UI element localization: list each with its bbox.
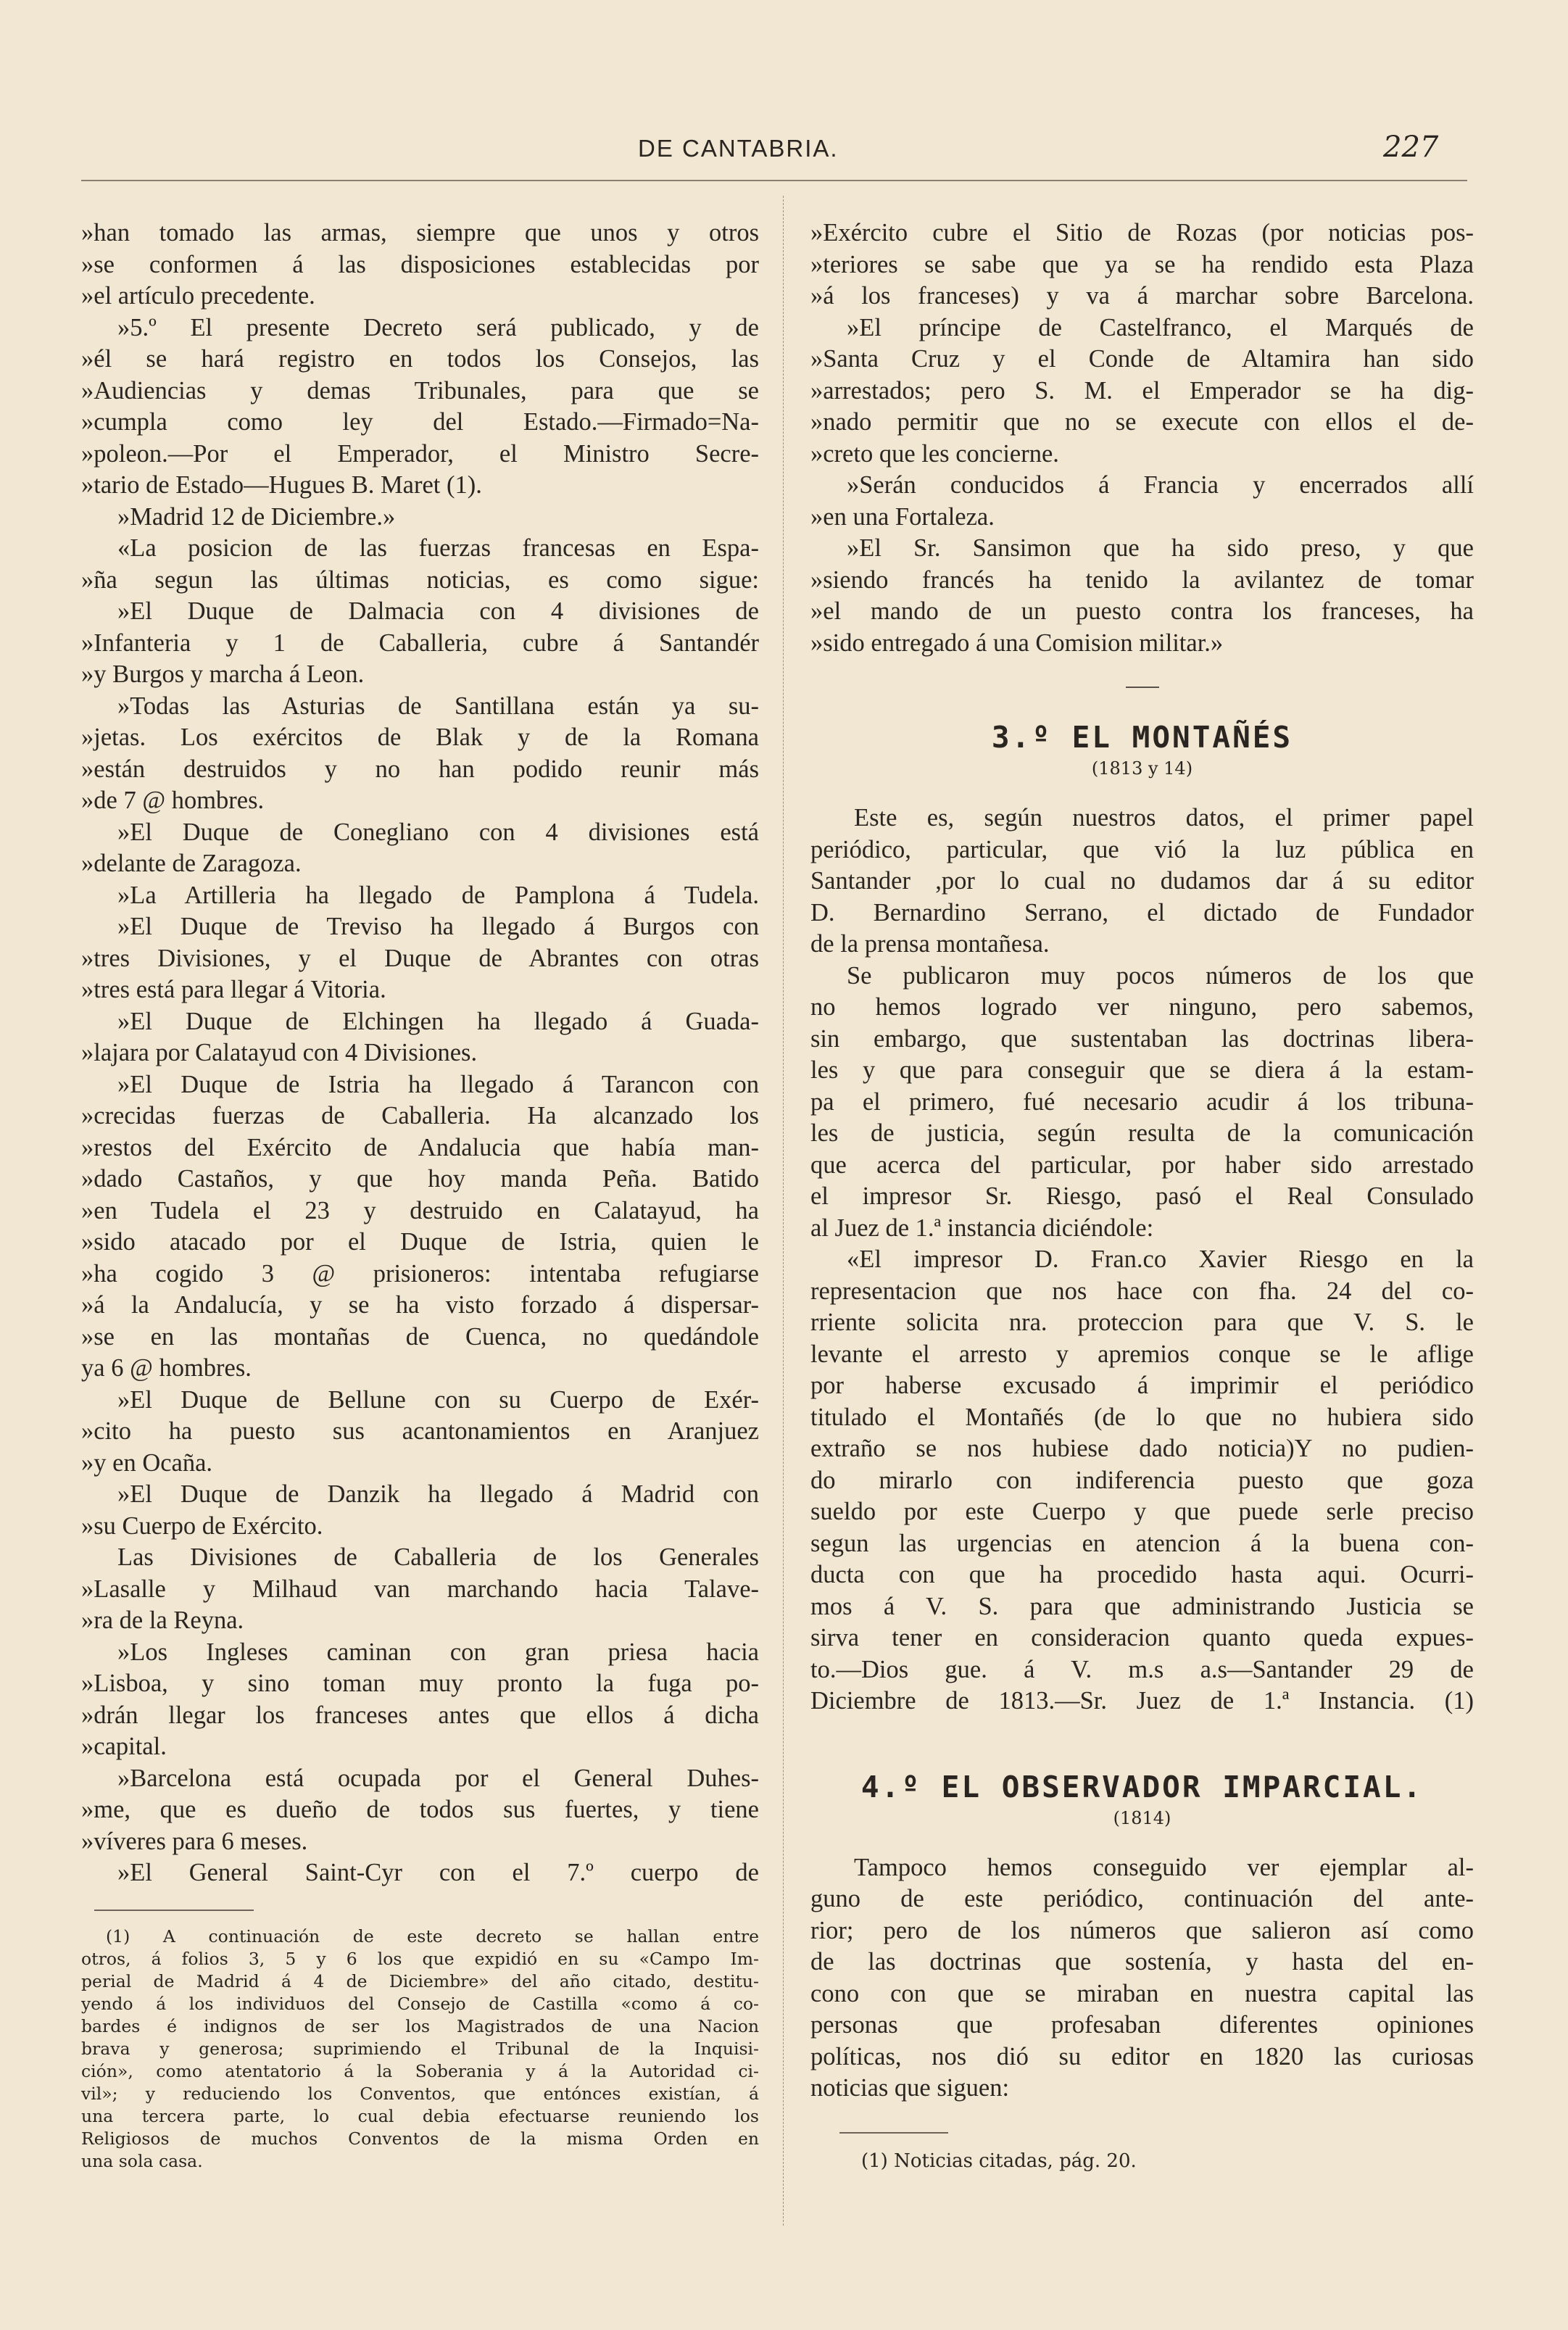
text-line: sin embargo, que sustentaban las doctrinas libera- [810,1024,1474,1053]
page-number: 227 [1383,130,1439,164]
footnote-line: vil»; y reduciendo los Conventos, que entónces existían, á [81,2083,759,2104]
text-line: »El Duque de Bellune con su Cuerpo de Exér- [117,1385,759,1414]
text-line: »Barcelona está ocupada por el General Duhes- [117,1764,759,1792]
page-header [0,129,1568,173]
text-line: Tampoco hemos conseguido ver ejemplar al- [854,1853,1474,1881]
text-line: sueldo por este Cuerpo y que puede serle preciso [810,1498,1474,1525]
text-line: »víveres para 6 meses. [81,1827,308,1855]
text-line: »en Tudela el 23 y destruido en Calatayud, ha [81,1196,759,1224]
text-line: Diciembre de 1813.—Sr. Juez de 1.ª Instancia. (1) [810,1687,1474,1715]
text-line: »creto que les concierne. [810,439,1059,468]
text-line: »Los Ingleses caminan con gran priesa hacia [117,1638,759,1666]
text-line: »á los franceses) y va á marchar sobre Barcelona. [810,282,1474,310]
text-line: »capital. [81,1733,167,1760]
text-line: »El Duque de Danzik ha llegado á Madrid con [117,1480,759,1508]
text-line: guno de este periódico, continuación del ante- [810,1885,1474,1912]
spacer [810,1717,1474,1768]
footnote-line: una tercera parte, lo cual debia efectuarse reuniendo los [81,2105,759,2126]
text-line: »5.º El presente Decreto será publicado, y de [117,313,759,341]
text-line: »crecidas fuerzas de Caballeria. Ha alcanzado los [81,1102,759,1129]
text-line: »siendo francés ha tenido la avilantez de tomar [810,565,1474,594]
text-line: noticias que siguen: [810,2074,1010,2102]
section-heading-el-observador-imparcial: 4.º EL OBSERVADOR IMPARCIAL. [860,1769,1424,1804]
text-line: to.—Dios gue. á V. m.s a.s—Santander 29 de [810,1655,1474,1683]
text-line: Se publicaron muy pocos números de los que [847,961,1474,990]
text-line: «La posicion de las fuerzas francesas en Espa- [117,534,759,562]
text-line: »arrestados; pero S. M. el Emperador se ha dig- [810,376,1474,405]
text-line: »cumpla como ley del Estado.—Firmado=Na- [81,408,759,436]
text-line: »La Artilleria ha llegado de Pamplona á Tudela. [117,881,759,909]
footnote-line: (1) A continuación de este decreto se hallan entre [106,1925,759,1946]
text-line: »sido atacado por el Duque de Istria, quien le [81,1228,759,1256]
text-line: »en una Fortaleza. [810,502,995,531]
section-heading-el-montanes: 3.º EL MONTAÑÉS [991,720,1293,755]
text-line: de las doctrinas que sostenía, y hasta del en- [810,1948,1474,1975]
text-line: cono con que se miraban en nuestra capital las [810,1979,1474,2007]
column-divider [783,196,784,2226]
text-line: »El Duque de Elchingen ha llegado á Guada- [117,1007,759,1035]
text-line: representacion que nos hace con fha. 24 del co- [810,1277,1474,1305]
text-line: »Infanteria y 1 de Caballeria, cubre á Santandér [81,629,759,657]
text-line: al Juez de 1.ª instancia diciéndole: [810,1214,1154,1242]
text-line: »han tomado las armas, siempre que unos y otros [81,219,759,246]
text-line: »dado Castaños, y que hoy manda Peña. Batido [81,1165,759,1193]
text-line: »se conformen á las disposiciones establecidas por [81,250,759,278]
text-line: segun las urgencias en atencion á la buena con- [810,1529,1474,1557]
text-line: periódico, particular, que vió la luz pública en [810,835,1474,863]
footnote-rule [839,2132,948,2134]
text-line: »se en las montañas de Cuenca, no quedándole [81,1322,759,1351]
text-line: de la prensa montañesa. [810,930,1050,958]
text-line: titulado el Montañés (de lo que no hubiera sido [810,1403,1474,1431]
text-line: »El Duque de Istria ha llegado á Tarancon con [117,1070,759,1098]
text-line: »están destruidos y no han podido reunir más [81,755,759,783]
text-line: »ña segun las últimas noticias, es como sigue: [81,565,759,594]
footnote-line: perial de Madrid á 4 de Diciembre» del año citado, destitu- [81,1970,759,1991]
text-line: »drán llegar los franceses antes que ellos á dicha [81,1701,759,1729]
text-line: extraño se nos hubiese dado noticia)Y no pudien- [810,1435,1474,1462]
text-line: »Todas las Asturias de Santillana están ya su- [117,692,759,720]
footnote-line: otros, á folios 3, 5 y 6 los que expidió en su «Campo Im- [81,1948,759,1969]
text-line: do mirarlo con indiferencia puesto que goza [810,1466,1474,1494]
text-line: »El General Saint-Cyr con el 7.º cuerpo de [117,1859,759,1886]
text-line: rior; pero de los números que salieron así como [810,1916,1474,1944]
section-separator [1126,687,1159,688]
text-line: mos á V. S. para que administrando Justicia se [810,1592,1474,1620]
footnote-line: Religiosos de muchos Conventos de la misma Orden en [81,2128,759,2149]
text-line: «El impresor D. Fran.co Xavier Riesgo en la [847,1245,1474,1273]
text-line: »restos del Exército de Andalucia que había man- [81,1133,759,1161]
footnote-rule [94,1910,254,1911]
text-line: sirva tener en consideracion quanto queda expues- [810,1624,1474,1651]
footnote-line: bardes é indignos de ser los Magistrados de una Nacion [81,2015,759,2036]
text-line: »lajara por Calatayud con 4 Divisiones. [81,1039,478,1066]
text-line: Las Divisiones de Caballeria de los Generales [117,1543,759,1571]
text-line: »Lasalle y Milhaud van marchando hacia Talave- [81,1575,759,1603]
text-line: Este es, según nuestros datos, el primer papel [854,804,1474,832]
text-line: les de justicia, según resulta de la comunicación [810,1119,1474,1147]
text-line: »tario de Estado—Hugues B. Maret (1). [81,471,482,499]
text-line: »El Duque de Treviso ha llegado á Burgos con [117,913,759,940]
text-line: »Serán conducidos á Francia y encerrados allí [847,471,1474,499]
text-line: »El Duque de Conegliano con 4 divisiones está [117,818,759,846]
left-column [81,217,759,2173]
text-line: »tres Divisiones, y el Duque de Abrantes con otras [81,944,759,972]
text-line: Santander ,por lo cual no dudamos dar á su editor [810,867,1474,895]
text-line: políticas, nos dió su editor en 1820 las curiosas [810,2042,1474,2070]
text-line: »nado permitir que no se execute con ellos el de- [810,408,1474,436]
text-line: »ra de la Reyna. [81,1606,244,1634]
text-line: »y Burgos y marcha á Leon. [81,660,365,688]
footnote-line: yendo á los individuos del Consejo de Castilla «como á co- [81,1993,759,2014]
text-line: »tres está para llegar á Vitoria. [81,976,386,1003]
text-line: »sido entregado á una Comision militar.» [810,629,1224,657]
text-line: »me, que es dueño de todos sus fuertes, y tiene [81,1796,759,1823]
text-line: »Audiencias y demas Tribunales, para que se [81,376,759,405]
text-line: »El Sr. Sansimon que ha sido preso, y que [847,534,1474,562]
text-line: »El príncipe de Castelfranco, el Marqués de [847,313,1474,341]
text-line: »á la Andalucía, y se ha visto forzado á dispersar- [81,1291,759,1319]
text-line: »de 7 @ hombres. [81,787,265,814]
section-years: (1814) [1113,1807,1171,1828]
text-line: rriente solicita nra. proteccion para que V. S. le [810,1309,1474,1336]
running-title: DE CANTABRIA. [638,135,839,162]
text-line: »el artículo precedente. [81,282,315,310]
text-line: ducta con que ha procedido hasta aqui. Ocurri- [810,1561,1474,1588]
text-line: »Madrid 12 de Diciembre.» [117,502,396,531]
footnote-line: una sola casa. [81,2150,203,2171]
text-line: les y que para conseguir que se diera á la estam- [810,1056,1474,1084]
text-line: »El Duque de Dalmacia con 4 divisiones de [117,597,759,625]
footnote-line: brava y generosa; suprimiendo el Tribunal de la Inquisi- [81,2038,759,2059]
header-rule [81,180,1467,181]
text-line: pa el primero, fué necesario acudir á los tribuna- [810,1087,1474,1116]
footnote [81,1925,759,2173]
text-line: »poleon.—Por el Emperador, el Ministro Secre- [81,439,759,468]
footnote-line: ción», como atentatorio á la Soberania y á la Autoridad ci- [81,2060,759,2081]
text-line: »su Cuerpo de Exército. [81,1512,323,1540]
text-line: no hemos logrado ver ninguno, pero sabemos, [810,993,1474,1021]
text-line: »el mando de un puesto contra los franceses, ha [810,597,1474,625]
footnote: (1) Noticias citadas, pág. 20. [861,2149,1137,2172]
text-line: »ha cogido 3 @ prisioneros: intentaba refugiarse [81,1259,759,1288]
text-line: »él se hará registro en todos los Consejos, las [81,345,759,373]
text-line: D. Bernardino Serrano, el dictado de Fundador [810,898,1474,926]
text-line: por haberse excusado á imprimir el periódico [810,1372,1474,1399]
section-years: (1813 y 14) [1091,758,1193,779]
text-line: »cito ha puesto sus acantonamientos en Aranjuez [81,1417,759,1445]
text-line: levante el arresto y apremios conque se le aflige [810,1340,1474,1368]
right-column [810,217,1474,2174]
text-line: el impresor Sr. Riesgo, pasó el Real Consulado [810,1182,1474,1210]
text-line: personas que profesaban diferentes opiniones [810,2011,1474,2039]
text-line: que acerca del particular, por haber sido arrestado [810,1151,1474,1179]
text-line: »Exército cubre el Sitio de Rozas (por noticias pos- [810,219,1474,246]
text-line: ya 6 @ hombres. [81,1354,252,1382]
text-line: »y en Ocaña. [81,1448,213,1477]
text-line: »Santa Cruz y el Conde de Altamira han sido [810,345,1474,373]
text-line: »teriores se sabe que ya se ha rendido esta Plaza [810,250,1474,278]
text-line: »jetas. Los exércitos de Blak y de la Romana [81,724,759,751]
text-line: »Lisboa, y sino toman muy pronto la fuga po- [81,1670,759,1697]
text-line: »delante de Zaragoza. [81,850,302,877]
